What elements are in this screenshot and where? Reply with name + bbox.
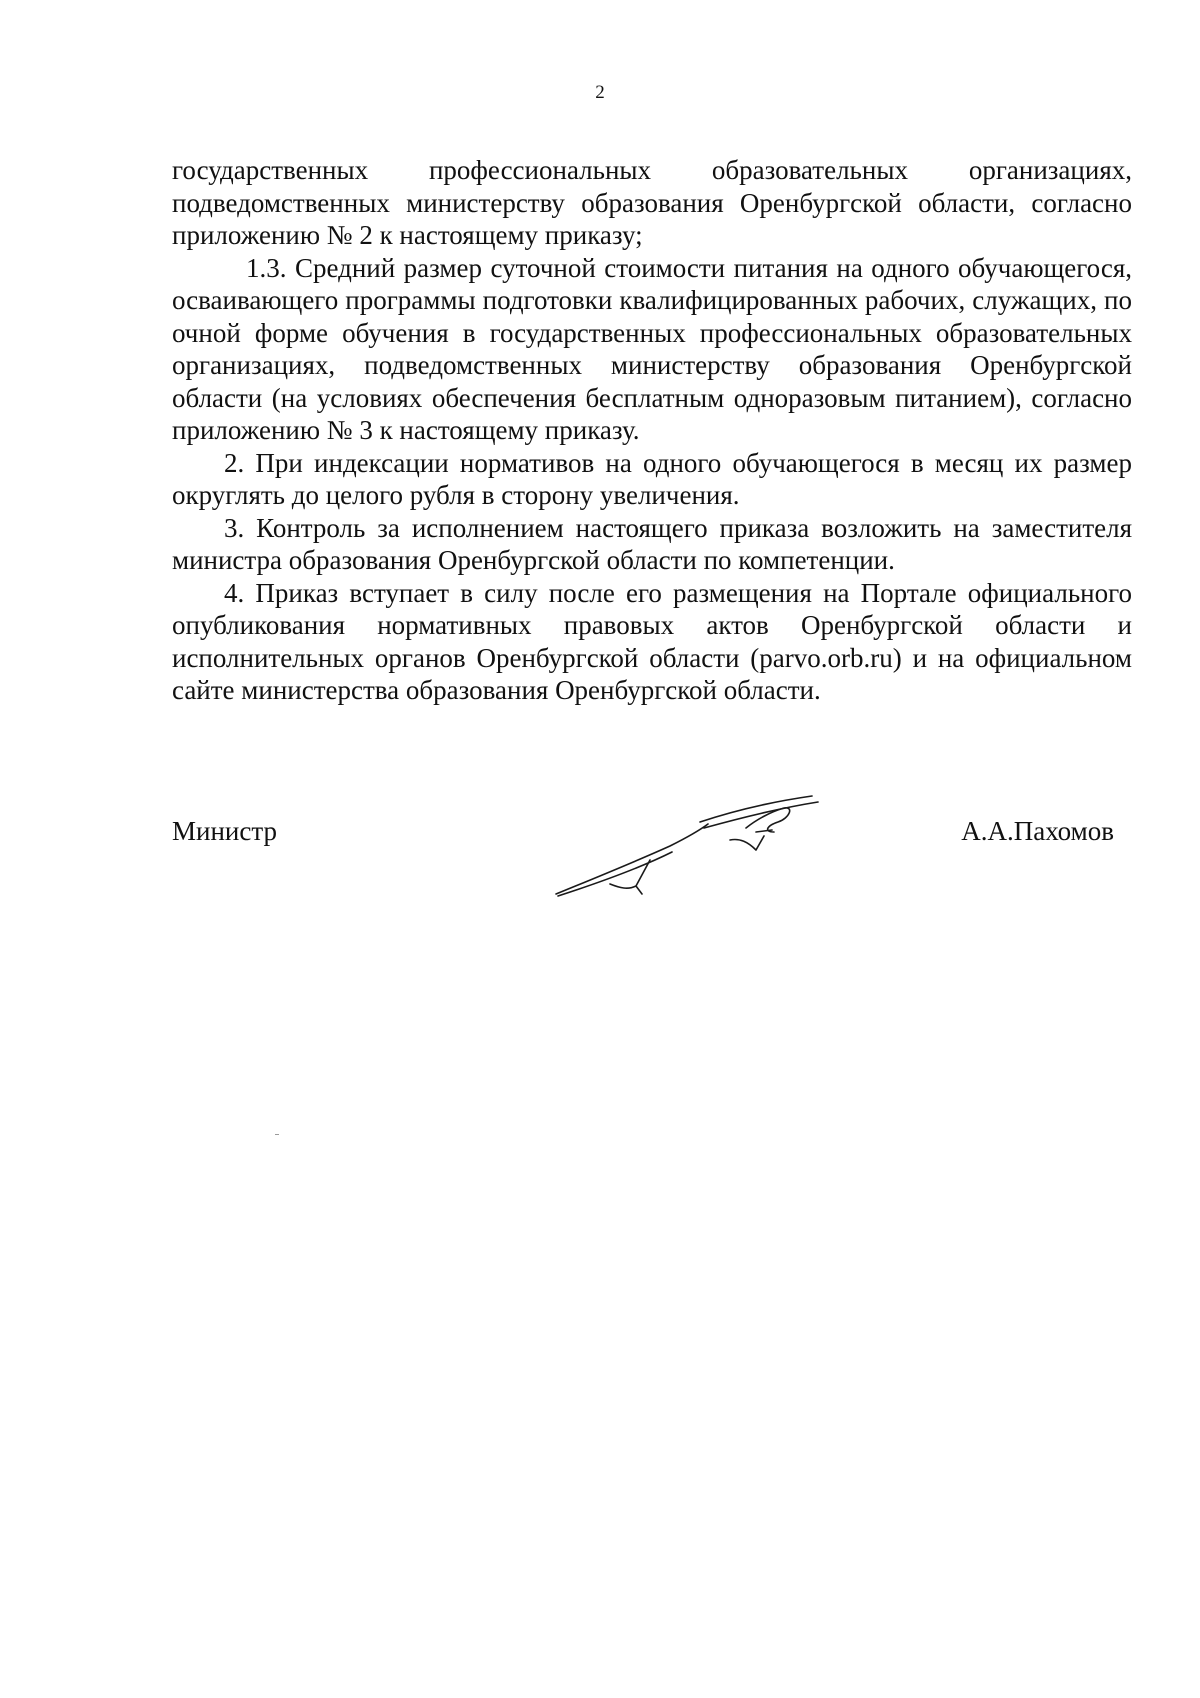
signer-role: Министр — [172, 816, 277, 846]
paragraph-2: 2. При индексации нормативов на одного обучающегося в месяц их размер округлять до целого рубля в сторону увеличения. — [172, 447, 1132, 510]
signature-block — [0, 808, 1200, 898]
signer-name: А.А.Пахомов — [961, 816, 1114, 846]
paragraph-1-3: 1.3. Средний размер суточной стоимости питания на одного обучающегося, осваивающего программы подготовки квалифицированных рабочих, служащих, по очной форме обучения в государственных профессиональных образовательных организациях, подведомственных министерству образования Оренбургской области (на условиях обеспечения бесплатным одноразовым питанием), согласно приложению № 3 к настоящему приказу. — [172, 252, 1132, 445]
paragraph-continuation: государственных профессиональных образовательных организациях, подведомственных министерству образования Оренбургской области, согласно приложению № 2 к настоящему приказу; — [172, 155, 1132, 250]
scan-artifact — [275, 1134, 279, 1135]
handwritten-signature — [550, 772, 830, 902]
page-number: 2 — [595, 82, 605, 103]
paragraph-4: 4. Приказ вступает в силу после его размещения на Портале официального опубликования нормативных правовых актов Оренбургской области и исполнительных органов Оренбургской области (parvo.orb.ru) и на официальном сайте министерства образования Оренбургской области. — [172, 577, 1132, 705]
document-body — [172, 154, 1132, 707]
paragraph-3: 3. Контроль за исполнением настоящего приказа возложить на заместителя министра образования Оренбургской области по компетенции. — [172, 512, 1132, 575]
